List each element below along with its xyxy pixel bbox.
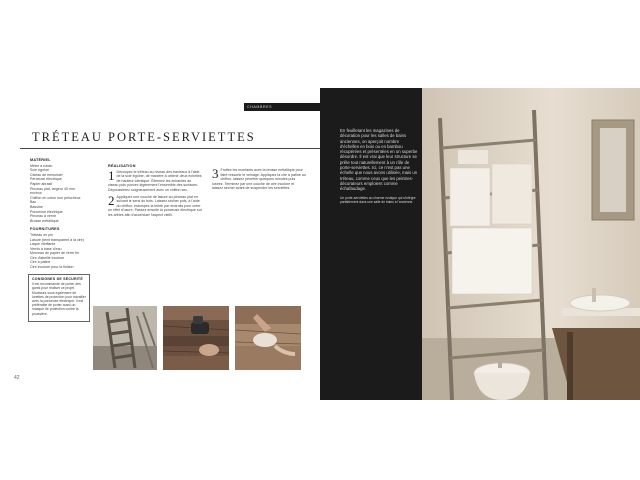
step-1-text: Découpez le tréteau au niveau des barreaux à l'aide de la scie égoïne, de manière à obtenir deux échelles de hauteur identique. Éliminez les échardes au ciseau puis poncez légèrement l'ensemble des surfaces. Dépoussiérez soigneusement avec un chiffon sec. — [108, 169, 202, 192]
list-item: Cire incolore pour la finition — [30, 265, 74, 270]
step-3-text: Frottez les montants avec la brosse métallique pour faire ressortir le veinage. Appliquez la cire à patine au chiffon, laissez pénétrer quelques minutes puis lustrez. Terminez par une couche de cire incolore et laissez sécher avant de suspendre les serviettes. — [212, 168, 306, 191]
right-page — [320, 88, 640, 400]
list-item: Pinceau plat, largeur 40 mm environ — [30, 186, 75, 196]
intro-text-column — [340, 128, 418, 204]
step-2 — [108, 192, 202, 218]
title-rule — [20, 148, 320, 149]
intro-text: En feuilletant les magazines de décoration pour les salles de bains anciennes, on aperçoit nombre d'échelles en bois ou en bambou récupérées et présentées en un superbe désordre. Il est vrai que leur structure se prête tout naturellement à un rôle de porte-serviettes. Ici, ce n'est pas une échelle que nous avons utilisée, mais un tréteau, comme ceux que les peintres-décorateurs emploient comme échafaudage. — [340, 128, 418, 192]
list-item: Vernis à base d'eau — [30, 246, 62, 251]
materiel-heading: MATÉRIEL — [30, 158, 51, 162]
step-2-text: Appliquez une couche de lasure au pinceau plat en suivant le sens du bois. Laissez sécher puis, à l'aide du chiffon, estompez la teinte par endroits pour créer un effet d'usure. Passez ensuite la ponceuse électrique sur les arêtes afin d'accentuer l'aspect vieilli. — [108, 194, 202, 217]
step-3 — [212, 168, 306, 191]
realisation-column-2 — [212, 168, 306, 193]
realisation-heading: RÉALISATION — [108, 164, 136, 168]
fournitures-heading: FOURNITURES — [30, 227, 60, 232]
list-item: Tréteau en pin — [30, 232, 54, 237]
list-item: Cire à patine — [30, 260, 51, 265]
step-3-number: 3 — [212, 166, 219, 181]
safety-box — [28, 274, 90, 322]
list-item: Mètre à ruban — [30, 163, 53, 168]
list-item: Brosse métallique — [30, 218, 59, 223]
materiel-list — [30, 164, 86, 224]
list-item: Pinceau à vernir — [30, 214, 56, 219]
page-number: 42 — [14, 375, 20, 381]
step-photo-sanding — [163, 306, 229, 370]
step-1-number: 1 — [108, 167, 115, 183]
list-item: Ponceuse électrique — [30, 209, 63, 214]
photo-caption: Un porte-serviettes au charme rustique qui s'intègre parfaitement dans une salle de bains à l'ancienne. — [340, 195, 416, 204]
list-item: Cire d'abeille incolore — [30, 255, 65, 260]
list-item: Ciseau de menuisier — [30, 172, 63, 177]
list-item: Bac — [30, 200, 37, 205]
bathroom-photo — [422, 88, 640, 400]
list-item: Perceuse électrique — [30, 177, 62, 182]
materials-column — [30, 158, 86, 270]
safety-heading: CONSIGNES DE SÉCURITÉ — [32, 277, 83, 281]
list-item: Scie égoïne — [30, 168, 49, 173]
list-item: Morceau de papier de verre fin — [30, 251, 79, 256]
step-2-number: 2 — [108, 192, 115, 208]
book-spread — [0, 88, 640, 400]
list-item: Bassine — [30, 204, 43, 209]
left-page — [0, 88, 320, 400]
list-item: Laque vitrifiante — [30, 242, 56, 247]
list-item: Lasure (teint transparent à la cire) — [30, 237, 84, 242]
safety-text: Il est recommandé de porter des gants pour réaliser ce projet. Munissez-vous également de lunettes de protection pour travailler avec la ponceuse électrique. Il est préférable de porter aussi un masque de protection contre la poussière. — [32, 282, 86, 316]
list-item: Chiffon en coton non pelucheux — [30, 195, 81, 200]
step-photo-ladder — [93, 306, 157, 370]
page-title: TRÉTEAU PORTE-SERVIETTES — [32, 130, 256, 144]
step-1 — [108, 167, 202, 193]
step-photo-waxing — [235, 306, 301, 370]
section-tab: CHAMBRES — [244, 103, 320, 111]
realisation-column — [108, 164, 202, 220]
list-item: Papier abrasif — [30, 181, 53, 186]
fournitures-list — [30, 233, 86, 270]
